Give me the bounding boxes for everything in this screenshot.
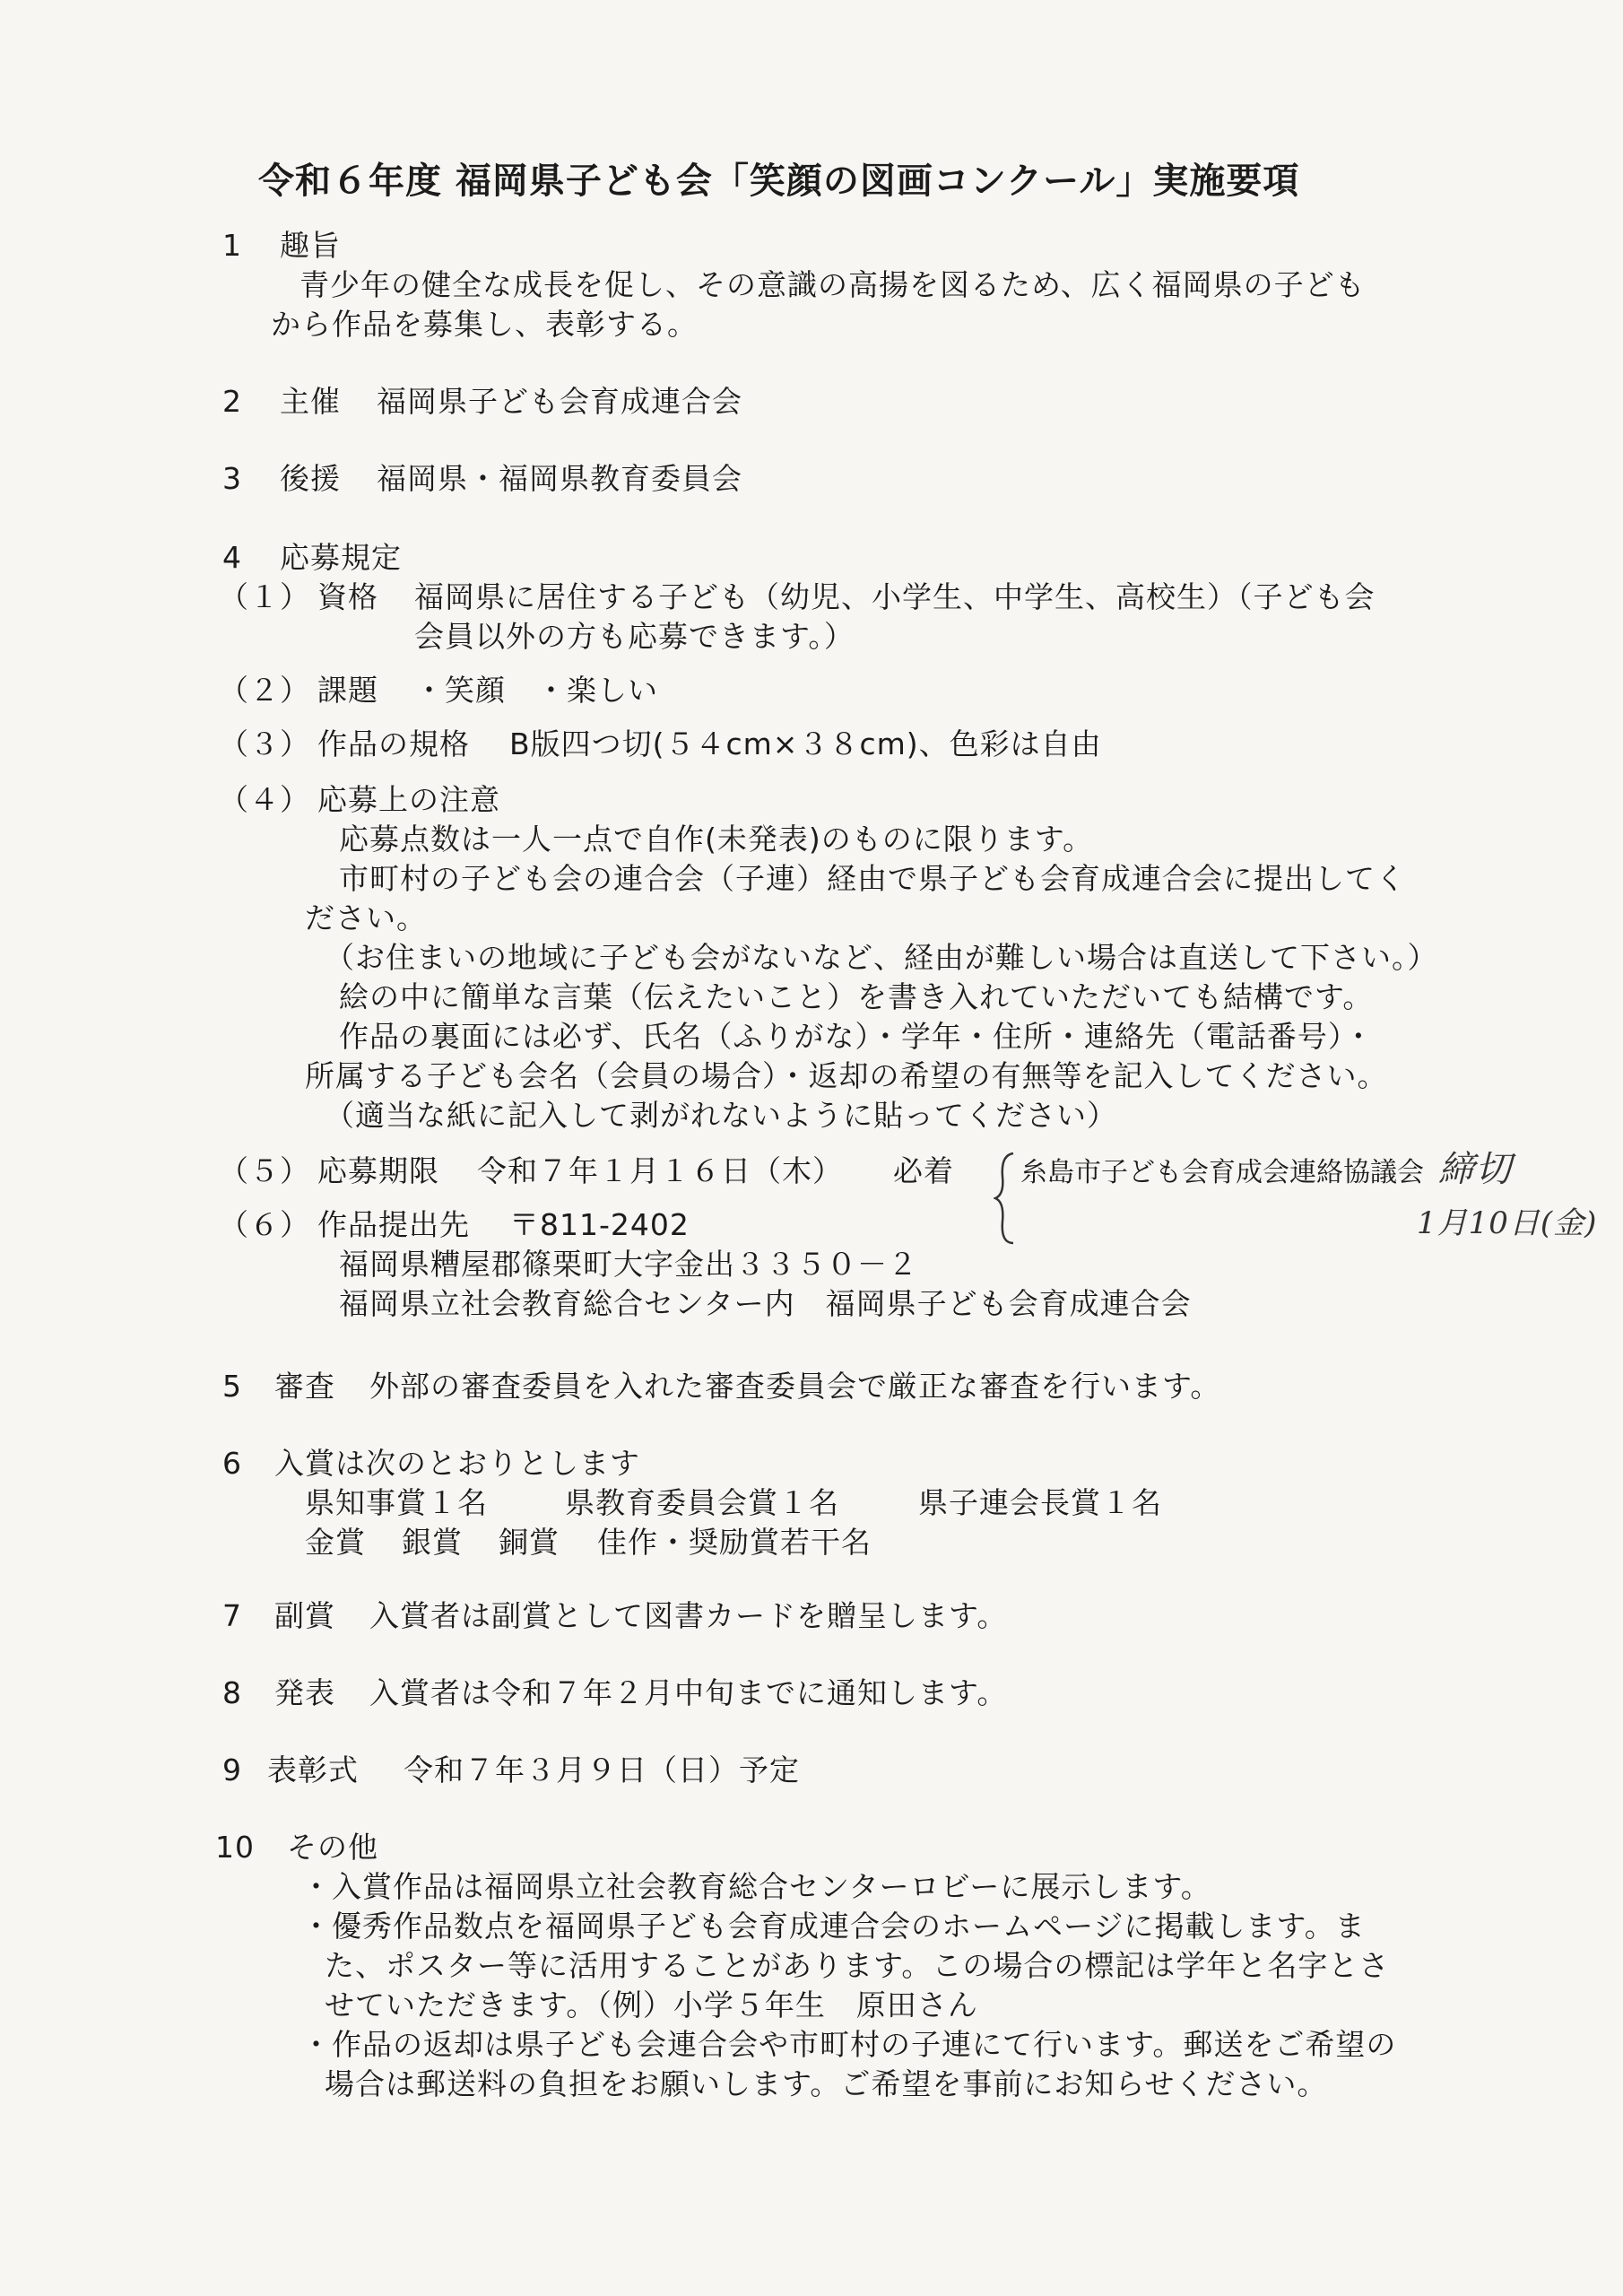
section-9-text: 令和７年３月９日（日）予定 — [404, 1752, 800, 1787]
rule-6-number: （６） — [219, 1207, 310, 1242]
award-gold: 金賞 — [305, 1525, 366, 1560]
section-8-number: 8 — [222, 1675, 242, 1710]
award-honorable: 佳作・奨励賞若干名 — [597, 1525, 872, 1560]
handwritten-deadline-label: 締切 — [1438, 1149, 1512, 1190]
section-2-text: 福岡県子ども会育成連合会 — [377, 384, 742, 419]
section-3-number: 3 — [222, 461, 242, 496]
section-2-heading: 主催 — [280, 384, 341, 419]
rule-6-address-1: 福岡県糟屋郡篠栗町大字金出３３５０－２ — [339, 1247, 918, 1282]
section-7-text: 入賞者は副賞として図書カードを贈呈します。 — [369, 1598, 1008, 1633]
other-line-6: 場合は郵送料の負担をお願いします。ご希望を事前にお知らせください。 — [325, 2066, 1328, 2101]
other-line-1: ・入賞作品は福岡県立社会教育総合センターロビーに展示します。 — [301, 1869, 1211, 1904]
section-9-heading: 表彰式 — [267, 1752, 359, 1787]
rule-4-line-1: 応募点数は一人一点で自作(未発表)のものに限ります。 — [339, 822, 1094, 857]
section-2-number: 2 — [222, 384, 242, 419]
section-9-number: 9 — [222, 1752, 242, 1787]
section-4-heading: 応募規定 — [280, 540, 402, 575]
section-6-number: 6 — [222, 1446, 242, 1481]
section-7-number: 7 — [222, 1598, 242, 1633]
section-7-heading: 副賞 — [274, 1598, 335, 1633]
section-1-number: 1 — [222, 228, 242, 263]
rule-6-address-2: 福岡県立社会教育総合センター内 福岡県子ども会育成連合会 — [339, 1286, 1192, 1321]
rule-4-line-7: 所属する子ども会名（会員の場合）・返却の希望の有無等を記入してください。 — [305, 1058, 1388, 1093]
rule-4-line-6: 作品の裏面には必ず、氏名（ふりがな）・学年・住所・連絡先（電話番号）・ — [339, 1019, 1375, 1054]
rule-2-item-2: ・楽しい — [536, 673, 658, 708]
award-silver: 銀賞 — [402, 1525, 463, 1560]
rule-2-label: 課題 — [317, 673, 378, 708]
award-education-board: 県教育委員会賞１名 — [565, 1485, 839, 1520]
section-5-text: 外部の審査委員を入れた審査委員会で厳正な審査を行います。 — [369, 1369, 1221, 1404]
section-1-line-1: 青少年の健全な成長を促し、その意識の高揚を図るため、広く福岡県の子ども — [299, 267, 1366, 302]
other-line-4: せていただきます。（例）小学５年生 原田さん — [325, 1987, 978, 2022]
section-1-heading: 趣旨 — [280, 228, 341, 263]
rule-4-line-4: （お住まいの地域に子ども会がないなど、経由が難しい場合は直送して下さい。） — [325, 940, 1438, 975]
award-governor: 県知事賞１名 — [305, 1485, 488, 1520]
section-5-number: 5 — [222, 1369, 242, 1404]
award-chairman: 県子連会長賞１名 — [918, 1485, 1162, 1520]
rule-3-number: （３） — [219, 726, 310, 761]
section-8-heading: 発表 — [274, 1675, 335, 1710]
handwritten-deadline-date: 1月10日(金) — [1417, 1205, 1598, 1241]
rule-4-line-5: 絵の中に簡単な言葉（伝えたいこと）を書き入れていただいても結構です。 — [339, 979, 1374, 1014]
rule-6-postal: 〒811-2402 — [509, 1207, 690, 1242]
rule-5-date: 令和７年１月１６日（木） — [477, 1153, 843, 1188]
rule-2-item-1: ・笑顔 — [414, 673, 506, 708]
other-line-5: ・作品の返却は県子ども会連合会や市町村の子連にて行います。郵送をご希望の — [301, 2027, 1397, 2062]
section-3-heading: 後援 — [280, 461, 341, 496]
section-10-heading: その他 — [287, 1830, 378, 1865]
rule-4-line-3: ださい。 — [305, 900, 427, 935]
section-3-text: 福岡県・福岡県教育委員会 — [377, 461, 742, 496]
curly-brace-mark — [994, 1150, 1017, 1247]
rule-4-label: 応募上の注意 — [317, 782, 500, 817]
section-10-number: 10 — [215, 1830, 255, 1865]
stamp-organization-name: 糸島市子ども会育成会連絡協議会 — [1020, 1157, 1424, 1188]
award-bronze: 銅賞 — [499, 1525, 560, 1560]
other-line-3: た、ポスター等に活用することがあります。この場合の標記は学年と名字とさ — [325, 1948, 1390, 1983]
section-8-text: 入賞者は令和７年２月中旬までに通知します。 — [369, 1675, 1008, 1710]
other-line-2: ・優秀作品数点を福岡県子ども会育成連合会のホームページに掲載します。ま — [301, 1909, 1366, 1944]
document-title: 令和６年度 福岡県子ども会「笑顔の図画コンクール」実施要項 — [258, 161, 1300, 202]
section-6-heading: 入賞は次のとおりとします — [274, 1446, 640, 1481]
rule-1-line-1: 福岡県に居住する子ども（幼児、小学生、中学生、高校生）（子ども会 — [414, 579, 1376, 614]
rule-6-label: 作品提出先 — [317, 1207, 470, 1242]
rule-1-label: 資格 — [317, 579, 378, 614]
rule-4-line-8: （適当な紙に記入して剥がれないように貼ってください） — [325, 1098, 1117, 1133]
rule-4-line-2: 市町村の子ども会の連合会（子連）経由で県子ども会育成連合会に提出してく — [339, 861, 1406, 896]
section-1-line-2: から作品を募集し、表彰する。 — [271, 307, 698, 342]
rule-5-number: （５） — [219, 1153, 310, 1188]
rule-2-number: （２） — [219, 673, 310, 708]
rule-3-text: B版四つ切(５４cm×３８cm)、色彩は自由 — [509, 726, 1102, 761]
rule-5-label: 応募期限 — [317, 1153, 439, 1188]
rule-4-number: （４） — [219, 782, 310, 817]
rule-1-number: （１） — [219, 579, 310, 614]
rule-5-note: 必着 — [893, 1153, 954, 1188]
section-5-heading: 審査 — [274, 1369, 335, 1404]
rule-3-label: 作品の規格 — [317, 726, 470, 761]
rule-1-line-2: 会員以外の方も応募できます。） — [414, 619, 855, 654]
section-4-number: 4 — [222, 540, 242, 575]
